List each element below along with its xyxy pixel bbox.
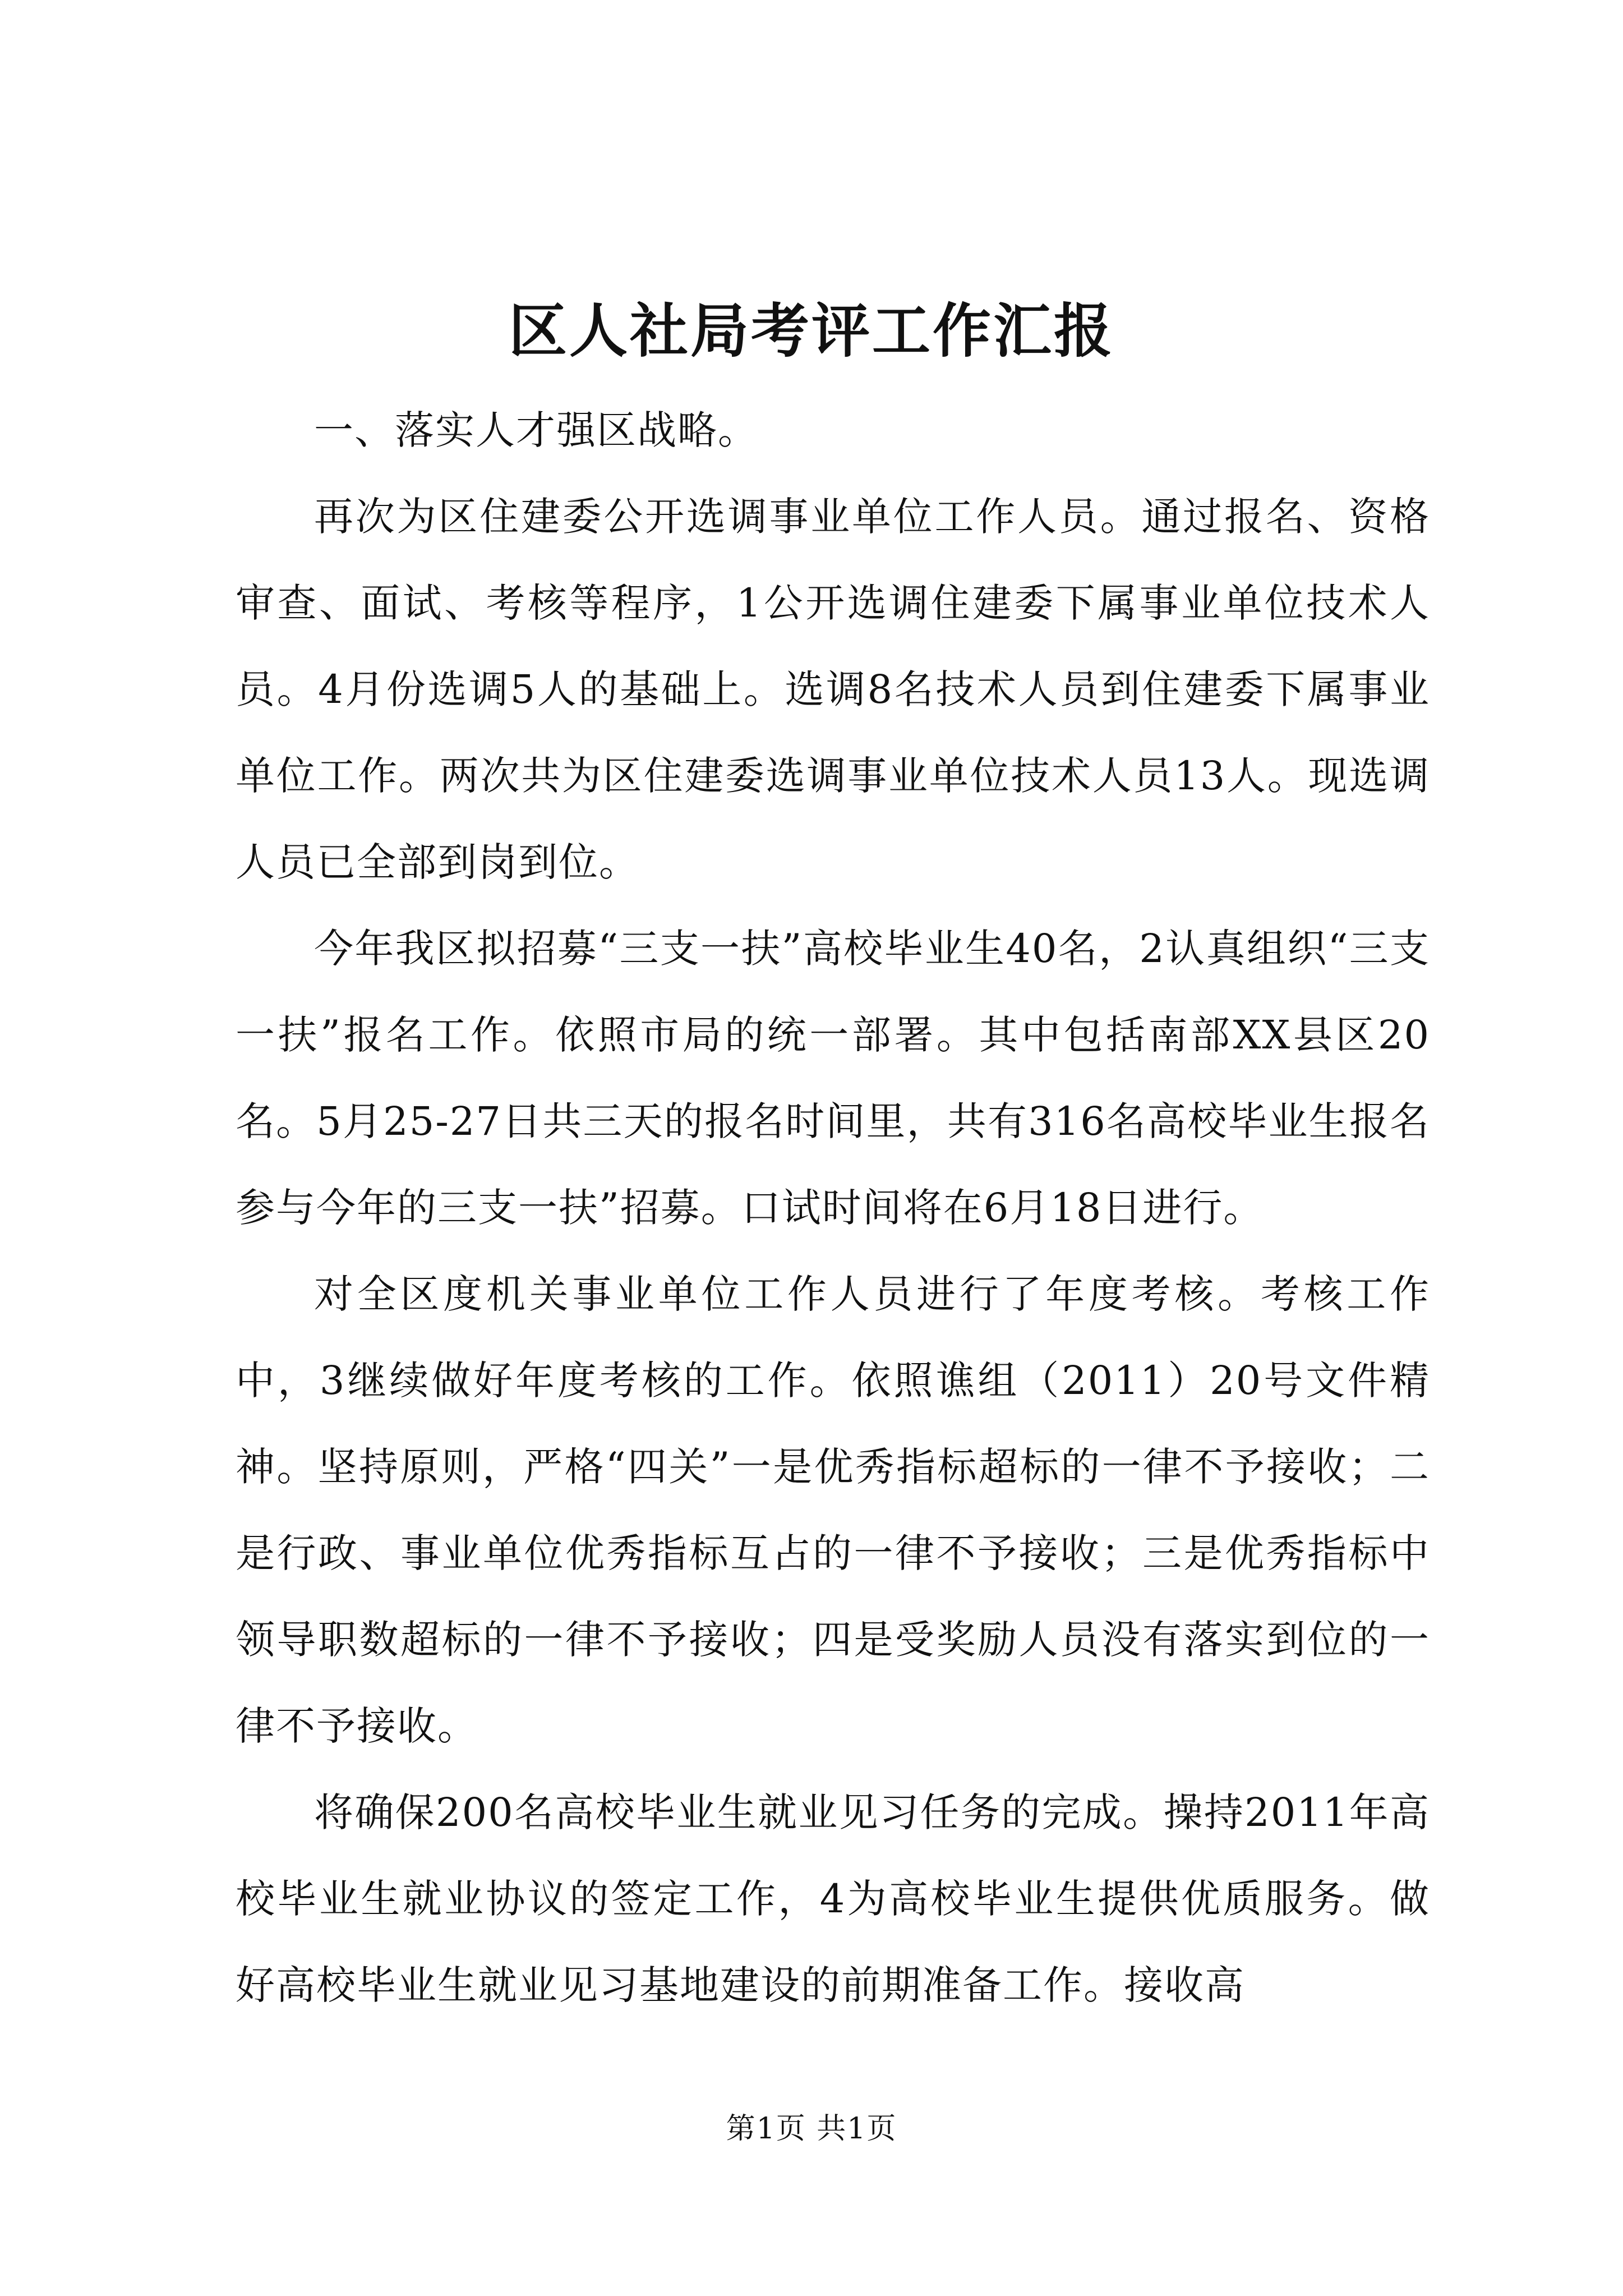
paragraph-heading-1: 一、落实人才强区战略。 — [314, 407, 758, 453]
paragraph-2: 今年我区拟招募“三支一扶”高校毕业生40名，2认真组织“三支一扶”报名工作。依照市局的统一部署。其中包括南部XX县区20名。5月25-27日共三天的报名时间里，共有316名高校毕业生报名参与今年的三支一扶”招募。口试时间将在6月18日进行。 — [236, 926, 1430, 1231]
document-title: 区人社局考评工作汇报 — [508, 296, 1114, 365]
paragraph-3: 对全区度机关事业单位工作人员进行了年度考核。考核工作中，3继续做好年度考核的工作。依照谯组（2011）20号文件精神。坚持原则，严格“四关”一是优秀指标超标的一律不予接收；二是行政、事业单位优秀指标互占的一律不予接收；三是优秀指标中领导职数超标的一律不予接收；四是受奖励人员没有落实到位的一律不予接收。 — [236, 1271, 1430, 1749]
page-number-footer: 第1页 共1页 — [726, 2112, 897, 2146]
document-body — [236, 387, 1430, 2028]
paragraph-1: 再次为区住建委公开选调事业单位工作人员。通过报名、资格审查、面试、考核等程序，1公开选调住建委下属事业单位技术人员。4月份选调5人的基础上。选调8名技术人员到住建委下属事业单位工作。两次共为区住建委选调事业单位技术人员13人。现选调人员已全部到岗到位。 — [236, 494, 1430, 885]
paragraph-4: 将确保200名高校毕业生就业见习任务的完成。操持2011年高校毕业生就业协议的签定工作，4为高校毕业生提供优质服务。做好高校毕业生就业见习基地建设的前期准备工作。接收高 — [236, 1789, 1430, 2008]
